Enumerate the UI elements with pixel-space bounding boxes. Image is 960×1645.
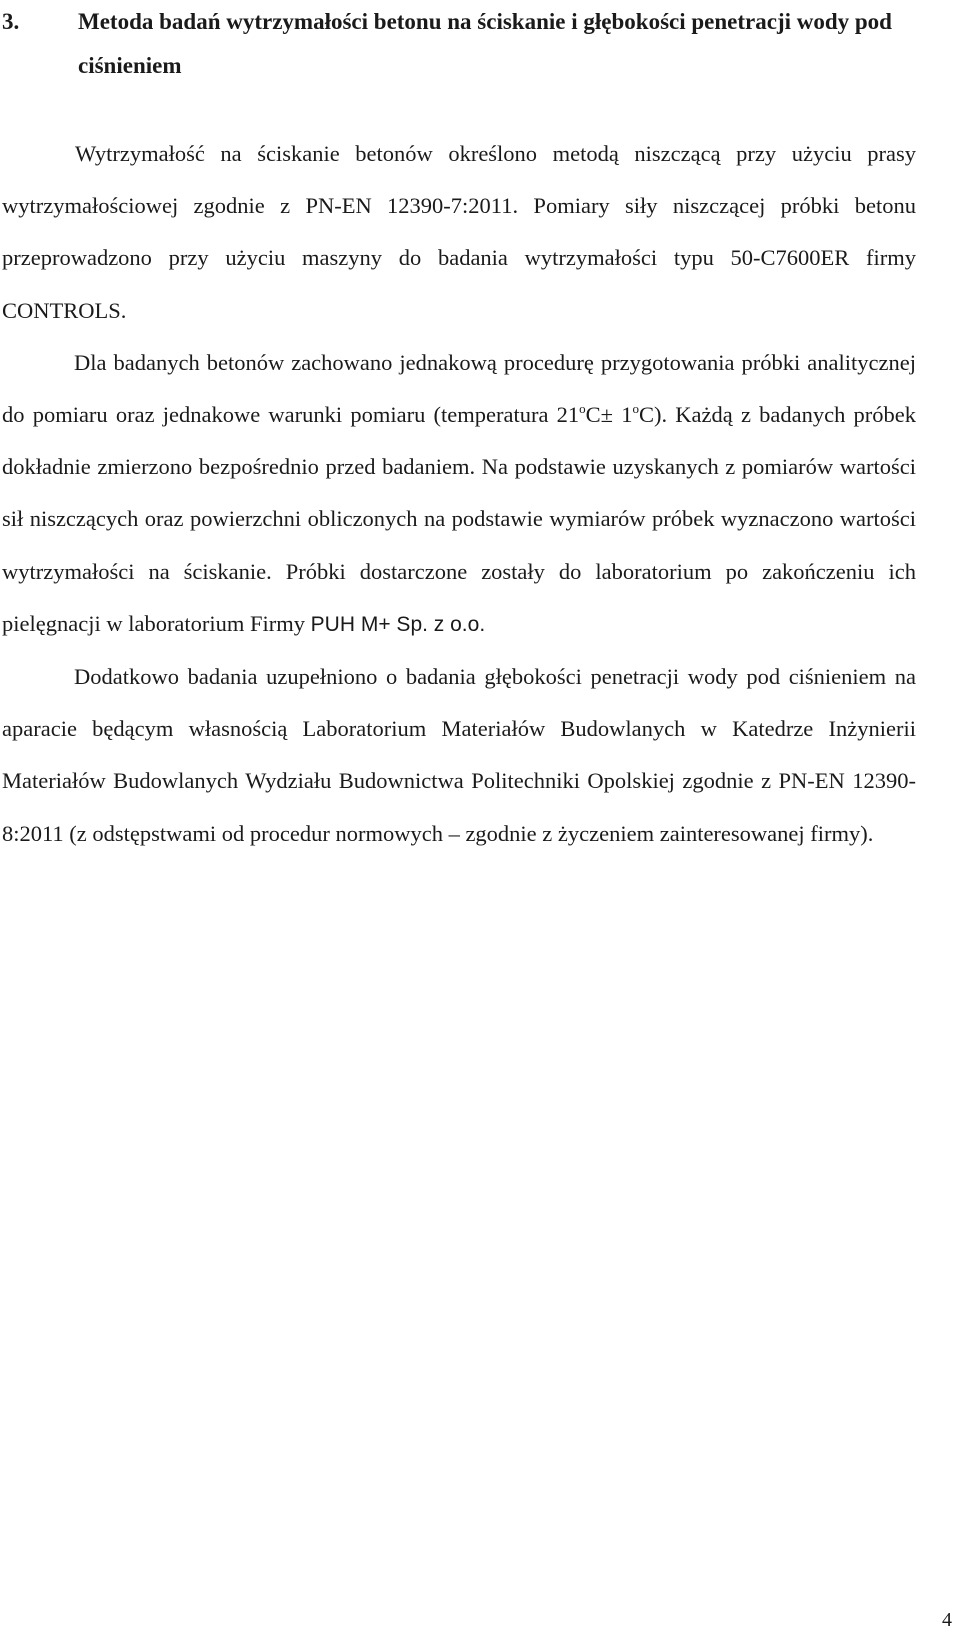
paragraph-procedure <box>2 337 916 651</box>
degree-sign: o <box>579 400 586 416</box>
section-number: 3. <box>2 9 20 34</box>
document-body <box>2 128 916 860</box>
company-name: PUH M+ Sp. z o.o. <box>310 612 486 636</box>
section-title: Metoda badań wytrzymałości betonu na ściskanie i głębokości penetracji wody pod ciśnieniem <box>78 9 892 78</box>
paragraph-procedure-text-a: Dla badanych betonów zachowano jednakową procedurę przygotowania próbki analitycznej do pomiaru oraz jednakowe warunki pomiaru (temperatura 21 <box>2 349 916 428</box>
section-heading <box>0 0 930 88</box>
paragraph-water-penetration: Dodatkowo badania uzupełniono o badania głębokości penetracji wody pod ciśnieniem na aparacie będącym własnością Laboratorium Materiałów Budowlanych w Katedrze Inżynierii Materiałów Budowlanych Wydziału Budownictwa Politechniki Opolskiej zgodnie z PN-EN 12390-8:2011 (z odstępstwami od procedur normowych – zgodnie z życzeniem zainteresowanej firmy). <box>2 664 916 846</box>
paragraph-procedure-text-b: C± 1 <box>585 402 633 428</box>
paragraph-compressive-strength: Wytrzymałość na ściskanie betonów określono metodą niszczącą przy użyciu prasy wytrzymałościowej zgodnie z PN-EN 12390-7:2011. Pomiary siły niszczącej próbki betonu przeprowadzono przy użyciu maszyny do badania wytrzymałości typu 50-C7600ER firmy CONTROLS. <box>2 141 916 323</box>
degree-sign: o <box>632 400 639 416</box>
page-number: 4 <box>942 1609 952 1631</box>
paragraph-procedure-text-c: C). Każdą z badanych próbek dokładnie zmierzono bezpośrednio przed badaniem. Na podstawie uzyskanych z pomiarów wartości sił niszczących oraz powierzchni obliczonych na podstawie wymiarów próbek wyznaczono wartości wytrzymałości na ściskanie. Próbki dostarczone zostały do laboratorium po zakończeniu ich pielęgnacji w laboratorium Firmy <box>2 402 917 636</box>
